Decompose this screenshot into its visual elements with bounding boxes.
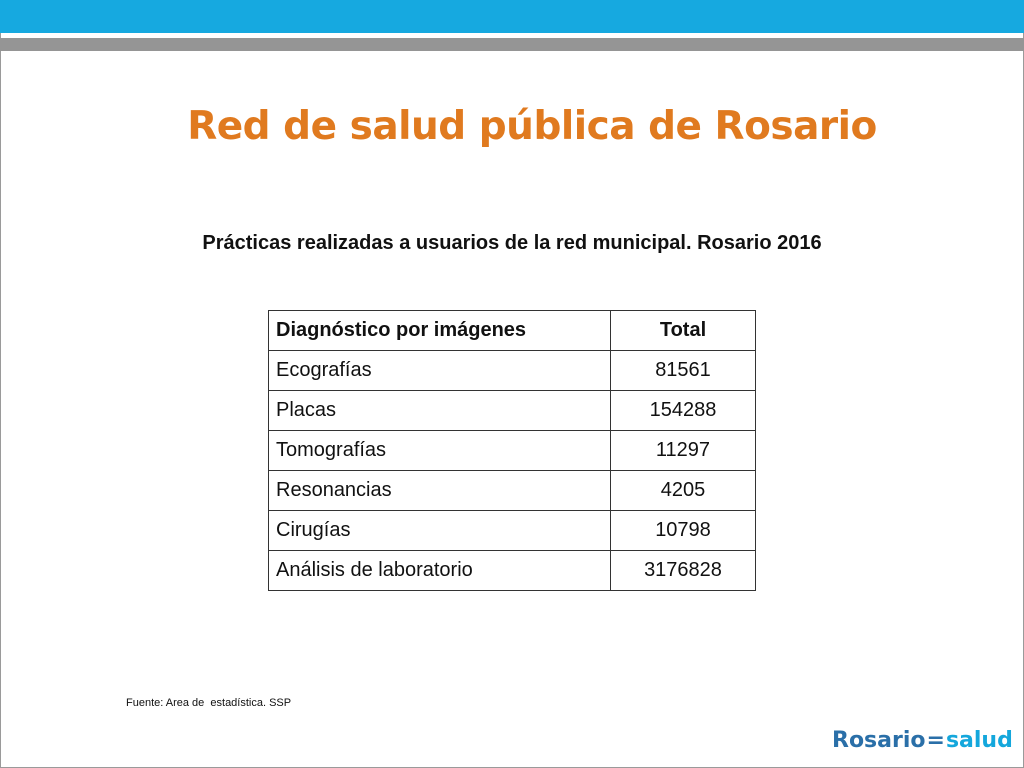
top-gray-bar [0,38,1024,51]
table-row [269,471,756,511]
logo-equals-sign: = [926,728,945,753]
row-name: Resonancias [269,471,611,511]
row-total: 10798 [611,511,756,551]
row-total: 154288 [611,391,756,431]
source-note: Fuente: Area de estadística. SSP [126,697,292,709]
row-total: 3176828 [611,551,756,591]
table-row [269,551,756,591]
row-name: Análisis de laboratorio [269,551,611,591]
table-row [269,431,756,471]
header-total: Total [611,311,756,351]
header-diagnostico: Diagnóstico por imágenes [269,311,611,351]
top-blue-bar [0,0,1024,33]
table-row [269,351,756,391]
table-header-row [269,311,756,351]
row-name: Ecografías [269,351,611,391]
practices-table [268,310,756,591]
table-row [269,511,756,551]
slide-title: Red de salud pública de Rosario [187,104,877,149]
row-name: Cirugías [269,511,611,551]
logo-salud-text: salud [945,728,1013,753]
table-row [269,391,756,431]
row-total: 4205 [611,471,756,511]
rosario-salud-logo [832,728,1013,753]
table-caption: Prácticas realizadas a usuarios de la red municipal. Rosario 2016 [202,232,822,254]
row-name: Placas [269,391,611,431]
logo-rosario-text: Rosario [832,728,926,753]
row-total: 81561 [611,351,756,391]
row-name: Tomografías [269,431,611,471]
row-total: 11297 [611,431,756,471]
